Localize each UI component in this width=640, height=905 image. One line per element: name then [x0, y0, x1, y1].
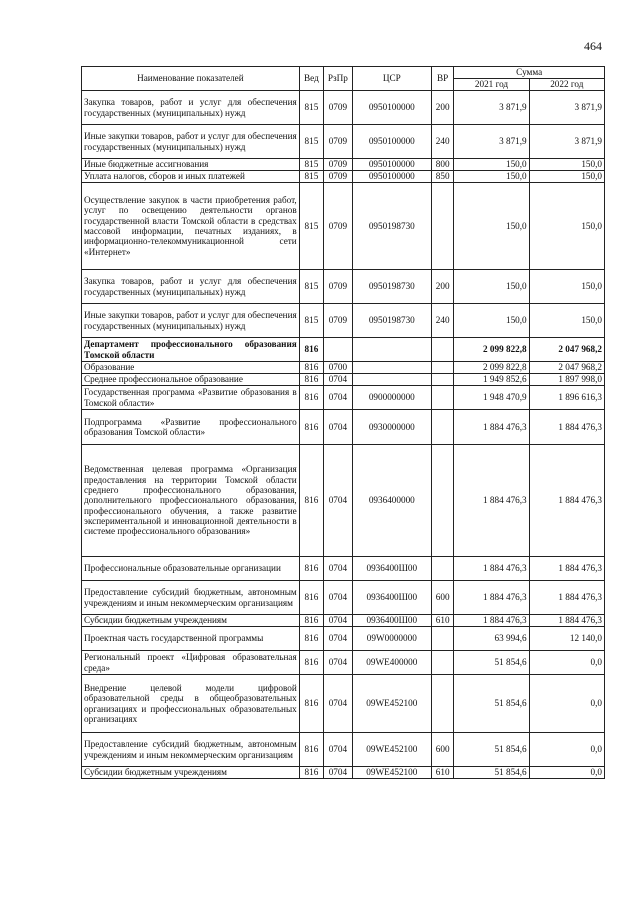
row-csr-cell: 0950100000: [352, 159, 431, 171]
row-vr-cell: [431, 410, 453, 445]
row-csr-cell: 0950100000: [352, 171, 431, 183]
page-number: 464: [584, 39, 602, 53]
row-name-cell: Среднее профессиональное образование: [82, 374, 300, 386]
row-2022-cell: 0,0: [529, 675, 604, 733]
row-2022-cell: 0,0: [529, 651, 604, 675]
row-name-cell: Подпрограмма «Развитие профессионального образования Томской области»: [82, 410, 300, 445]
row-csr-cell: 0950198730: [352, 304, 431, 338]
row-csr-cell: 09WE452100: [352, 767, 431, 779]
row-name-cell: Закупка товаров, работ и услуг для обеспечения государственных (муниципальных) нужд: [82, 91, 300, 125]
row-2022-cell: 3 871,9: [529, 91, 604, 125]
row-2022-cell: 1 884 476,3: [529, 410, 604, 445]
table-row: [82, 733, 605, 767]
row-csr-cell: 0936400Ш00: [352, 615, 431, 627]
row-vr-cell: [431, 445, 453, 557]
row-rzpr-cell: 0709: [324, 270, 352, 304]
row-2022-cell: 3 871,9: [529, 125, 604, 159]
row-rzpr-cell: 0704: [324, 557, 352, 581]
row-rzpr-cell: 0704: [324, 374, 352, 386]
row-rzpr-cell: 0704: [324, 615, 352, 627]
row-name-cell: Ведомственная целевая программа «Организация предоставления на территории Томской области среднего профессионального образования, дополнительного профессионального образования, профессионального обучения, а также развитие экспериментальной и инновационной деятельности в системе профессионального образования»: [82, 445, 300, 557]
row-ved-cell: 816: [299, 581, 323, 615]
row-2021-cell: 150,0: [454, 159, 529, 171]
row-csr-cell: 09W0000000: [352, 627, 431, 651]
table-row: [82, 386, 605, 410]
row-2022-cell: 1 884 476,3: [529, 581, 604, 615]
row-2021-cell: 1 884 476,3: [454, 557, 529, 581]
row-2021-cell: 3 871,9: [454, 91, 529, 125]
row-vr-cell: [431, 651, 453, 675]
row-csr-cell: [352, 362, 431, 374]
row-csr-cell: 0936400Ш00: [352, 557, 431, 581]
table-row: [82, 270, 605, 304]
row-vr-cell: 240: [431, 125, 453, 159]
row-vr-cell: 200: [431, 270, 453, 304]
row-2021-cell: 1 948 470,9: [454, 386, 529, 410]
row-ved-cell: 816: [299, 362, 323, 374]
row-2022-cell: 150,0: [529, 159, 604, 171]
row-csr-cell: 0950100000: [352, 91, 431, 125]
row-2021-cell: 51 854,6: [454, 733, 529, 767]
row-2022-cell: 0,0: [529, 733, 604, 767]
row-2022-cell: 1 884 476,3: [529, 615, 604, 627]
row-rzpr-cell: 0704: [324, 767, 352, 779]
row-rzpr-cell: 0709: [324, 125, 352, 159]
row-name-cell: Внедрение целевой модели цифровой образовательной среды в общеобразовательных организациях и профессиональных образовательных организациях: [82, 675, 300, 733]
row-2021-cell: 150,0: [454, 270, 529, 304]
row-2021-cell: 1 884 476,3: [454, 410, 529, 445]
row-name-cell: Региональный проект «Цифровая образовательная среда»: [82, 651, 300, 675]
row-vr-cell: 610: [431, 615, 453, 627]
row-2022-cell: 150,0: [529, 304, 604, 338]
row-rzpr-cell: [324, 338, 352, 362]
row-2021-cell: 51 854,6: [454, 651, 529, 675]
header-year-2022: 2022 год: [529, 79, 604, 91]
row-rzpr-cell: 0704: [324, 675, 352, 733]
row-2021-cell: 150,0: [454, 183, 529, 270]
table-row: [82, 362, 605, 374]
row-2022-cell: 1 884 476,3: [529, 557, 604, 581]
row-ved-cell: 816: [299, 374, 323, 386]
row-rzpr-cell: 0704: [324, 733, 352, 767]
row-csr-cell: 0900000000: [352, 386, 431, 410]
row-vr-cell: [431, 386, 453, 410]
table-row: [82, 557, 605, 581]
table-row: [82, 338, 605, 362]
row-name-cell: Субсидии бюджетным учреждениям: [82, 767, 300, 779]
row-csr-cell: 0950198730: [352, 183, 431, 270]
row-rzpr-cell: 0700: [324, 362, 352, 374]
row-vr-cell: [431, 557, 453, 581]
table-row: [82, 767, 605, 779]
header-name: Наименование показателей: [82, 67, 300, 91]
row-rzpr-cell: 0709: [324, 171, 352, 183]
row-name-cell: Предоставление субсидий бюджетным, автономным учреждениям и иным некоммерческим организациям: [82, 581, 300, 615]
row-csr-cell: 09WE452100: [352, 675, 431, 733]
header-sum: Сумма: [454, 67, 605, 79]
table-row: [82, 651, 605, 675]
row-2021-cell: 2 099 822,8: [454, 362, 529, 374]
row-2021-cell: 51 854,6: [454, 675, 529, 733]
row-name-cell: Государственная программа «Развитие образования в Томской области»: [82, 386, 300, 410]
row-2021-cell: 1 884 476,3: [454, 445, 529, 557]
row-ved-cell: 815: [299, 270, 323, 304]
row-csr-cell: 0930000000: [352, 410, 431, 445]
row-ved-cell: 816: [299, 386, 323, 410]
row-rzpr-cell: 0704: [324, 386, 352, 410]
row-csr-cell: 0950198730: [352, 270, 431, 304]
row-ved-cell: 816: [299, 651, 323, 675]
row-vr-cell: 850: [431, 171, 453, 183]
row-2022-cell: 150,0: [529, 183, 604, 270]
row-ved-cell: 816: [299, 733, 323, 767]
table-body: [82, 91, 605, 779]
row-ved-cell: 816: [299, 410, 323, 445]
row-2022-cell: 150,0: [529, 270, 604, 304]
row-2022-cell: 2 047 968,2: [529, 362, 604, 374]
row-vr-cell: 800: [431, 159, 453, 171]
row-name-cell: Иные бюджетные ассигнования: [82, 159, 300, 171]
row-ved-cell: 815: [299, 304, 323, 338]
row-csr-cell: 0936400000: [352, 445, 431, 557]
table-row: [82, 159, 605, 171]
row-2021-cell: 1 884 476,3: [454, 581, 529, 615]
row-ved-cell: 816: [299, 675, 323, 733]
table-row: [82, 125, 605, 159]
table-row: [82, 581, 605, 615]
row-rzpr-cell: 0704: [324, 651, 352, 675]
row-ved-cell: 815: [299, 125, 323, 159]
row-vr-cell: 240: [431, 304, 453, 338]
row-name-cell: Иные закупки товаров, работ и услуг для обеспечения государственных (муниципальных) нужд: [82, 304, 300, 338]
row-vr-cell: 600: [431, 581, 453, 615]
row-csr-cell: 0950100000: [352, 125, 431, 159]
header-csr: ЦСР: [352, 67, 431, 91]
row-csr-cell: [352, 374, 431, 386]
row-vr-cell: [431, 675, 453, 733]
row-ved-cell: 816: [299, 557, 323, 581]
header-rzpr: РзПр: [324, 67, 352, 91]
row-2021-cell: 1 949 852,6: [454, 374, 529, 386]
row-2021-cell: 1 884 476,3: [454, 615, 529, 627]
table-row: [82, 675, 605, 733]
row-rzpr-cell: 0704: [324, 445, 352, 557]
row-2022-cell: 1 896 616,3: [529, 386, 604, 410]
table-row: [82, 445, 605, 557]
row-rzpr-cell: 0709: [324, 304, 352, 338]
row-vr-cell: [431, 362, 453, 374]
row-2021-cell: 150,0: [454, 304, 529, 338]
row-name-cell: Образование: [82, 362, 300, 374]
row-name-cell: Предоставление субсидий бюджетным, автономным учреждениям и иным некоммерческим организациям: [82, 733, 300, 767]
row-2021-cell: 3 871,9: [454, 125, 529, 159]
row-vr-cell: 600: [431, 733, 453, 767]
header-year-2021: 2021 год: [454, 79, 529, 91]
row-rzpr-cell: 0704: [324, 627, 352, 651]
row-name-cell: Уплата налогов, сборов и иных платежей: [82, 171, 300, 183]
row-csr-cell: 09WE400000: [352, 651, 431, 675]
header-vr: ВР: [431, 67, 453, 91]
table-header: [82, 67, 605, 91]
row-name-cell: Проектная часть государственной программы: [82, 627, 300, 651]
row-ved-cell: 815: [299, 159, 323, 171]
row-csr-cell: 0936400Ш00: [352, 581, 431, 615]
row-2022-cell: 150,0: [529, 171, 604, 183]
row-rzpr-cell: 0709: [324, 91, 352, 125]
header-ved: Вед: [299, 67, 323, 91]
row-name-cell: Осуществление закупок в части приобретения работ, услуг по освещению деятельности органов государственной власти Томской области в средствах массовой информации, печатных изданиях, в информационно-телекоммуникационной сети «Интернет»: [82, 183, 300, 270]
table-row: [82, 183, 605, 270]
table-row: [82, 171, 605, 183]
row-name-cell: Закупка товаров, работ и услуг для обеспечения государственных (муниципальных) нужд: [82, 270, 300, 304]
row-2021-cell: 51 854,6: [454, 767, 529, 779]
row-2021-cell: 63 994,6: [454, 627, 529, 651]
row-vr-cell: 610: [431, 767, 453, 779]
table-row: [82, 374, 605, 386]
row-ved-cell: 816: [299, 445, 323, 557]
row-rzpr-cell: 0704: [324, 410, 352, 445]
row-2022-cell: 12 140,0: [529, 627, 604, 651]
row-2021-cell: 150,0: [454, 171, 529, 183]
table-row: [82, 410, 605, 445]
row-name-cell: Иные закупки товаров, работ и услуг для обеспечения государственных (муниципальных) нужд: [82, 125, 300, 159]
row-rzpr-cell: 0709: [324, 159, 352, 171]
row-2022-cell: 1 897 998,0: [529, 374, 604, 386]
row-vr-cell: 200: [431, 91, 453, 125]
row-vr-cell: [431, 338, 453, 362]
row-rzpr-cell: 0709: [324, 183, 352, 270]
table-row: [82, 615, 605, 627]
table-row: [82, 627, 605, 651]
row-vr-cell: [431, 627, 453, 651]
row-ved-cell: 815: [299, 91, 323, 125]
row-ved-cell: 816: [299, 767, 323, 779]
row-csr-cell: 09WE452100: [352, 733, 431, 767]
row-ved-cell: 816: [299, 627, 323, 651]
table-row: [82, 304, 605, 338]
row-vr-cell: [431, 183, 453, 270]
row-vr-cell: [431, 374, 453, 386]
row-csr-cell: [352, 338, 431, 362]
row-ved-cell: 815: [299, 171, 323, 183]
row-name-cell: Департамент профессионального образования Томской области: [82, 338, 300, 362]
row-name-cell: Профессиональные образовательные организации: [82, 557, 300, 581]
row-2022-cell: 1 884 476,3: [529, 445, 604, 557]
table-row: [82, 91, 605, 125]
row-rzpr-cell: 0704: [324, 581, 352, 615]
row-ved-cell: 816: [299, 615, 323, 627]
row-2022-cell: 0,0: [529, 767, 604, 779]
row-ved-cell: 815: [299, 183, 323, 270]
row-2021-cell: 2 099 822,8: [454, 338, 529, 362]
row-name-cell: Субсидии бюджетным учреждениям: [82, 615, 300, 627]
row-ved-cell: 816: [299, 338, 323, 362]
budget-table: [81, 66, 605, 779]
row-2022-cell: 2 047 968,2: [529, 338, 604, 362]
